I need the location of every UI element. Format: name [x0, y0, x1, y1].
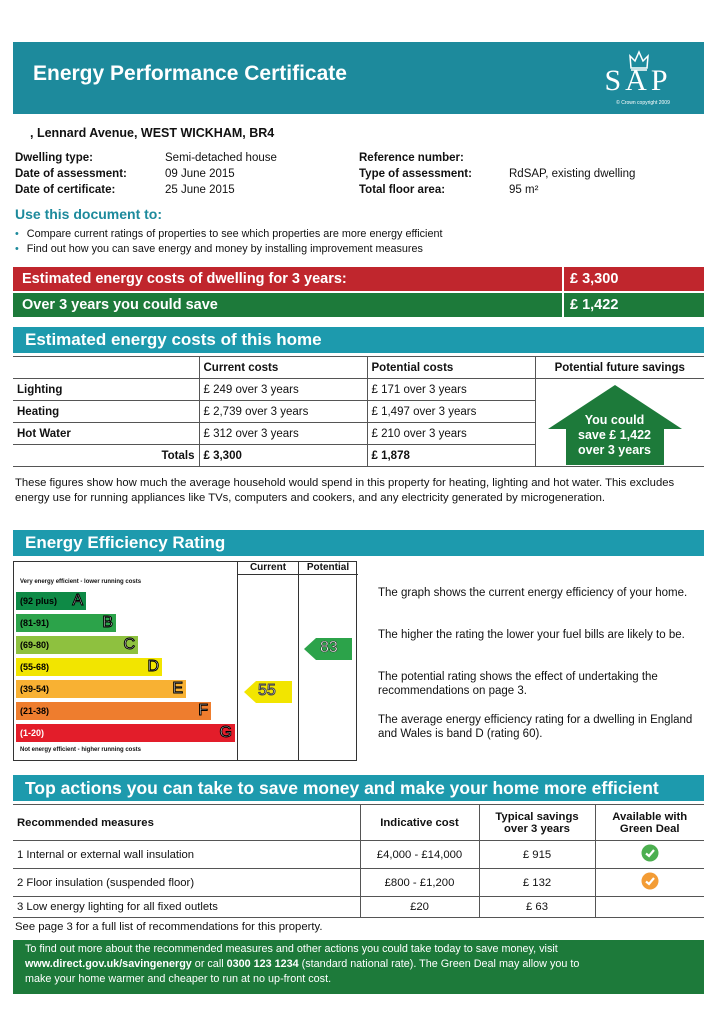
- row-label: Heating: [13, 401, 199, 423]
- band-range: (55-68): [20, 662, 50, 672]
- costs-table: [13, 356, 704, 467]
- row-label: Lighting: [13, 379, 199, 401]
- green-deal-cell: [595, 897, 704, 918]
- measure-cost: £4,000 - £14,000: [360, 841, 479, 869]
- bullet-item: • Compare current ratings of properties to see which properties are more energy efficient: [15, 228, 443, 240]
- footer-line: To find out more about the recommended measures and other actions you could take today to save money, visit: [25, 943, 558, 955]
- footer-line: make your home warmer and cheaper to run at no up-front cost.: [25, 973, 332, 985]
- details-left: [15, 150, 277, 198]
- rating-explanation: The average energy efficiency rating for a dwelling in England and Wales is band D (rating 60).: [378, 714, 693, 740]
- detail-label: Date of certificate:: [15, 184, 116, 196]
- measure-name: 3 Low energy lighting for all fixed outlets: [13, 897, 360, 918]
- band-letter: F: [198, 702, 208, 719]
- savings-label: Over 3 years you could save: [22, 297, 218, 313]
- table-header: [13, 357, 199, 379]
- efficient-note: Very energy efficient - lower running costs: [20, 579, 142, 585]
- rating-band-f: [16, 702, 211, 720]
- property-address: , Lennard Avenue, WEST WICKHAM, BR4: [30, 126, 275, 140]
- green-deal-cell: [595, 841, 704, 869]
- footer-info: [13, 940, 704, 994]
- rating-band-a: [16, 592, 86, 610]
- detail-row: [15, 166, 277, 182]
- estimated-cost-value: £ 3,300: [562, 267, 704, 291]
- total-current: £ 3,300: [199, 445, 367, 467]
- rating-explanation: The graph shows the current energy efficiency of your home.: [378, 587, 688, 599]
- potential-cost: £ 1,497 over 3 years: [367, 401, 535, 423]
- band-letter: G: [219, 724, 232, 741]
- potential-cost: £ 171 over 3 years: [367, 379, 535, 401]
- costs-section-title: Estimated energy costs of this home: [13, 327, 704, 353]
- band-range: (92 plus): [20, 596, 58, 606]
- measure-saving: £ 63: [479, 897, 595, 918]
- estimated-cost-label: Estimated energy costs of dwelling for 3 years:: [22, 271, 347, 287]
- band-letter: E: [172, 680, 183, 697]
- table-header: Current costs: [199, 357, 367, 379]
- recommendations-note: See page 3 for a full list of recommendations for this property.: [15, 921, 323, 933]
- totals-label: Totals: [13, 445, 199, 467]
- table-header: Available with Green Deal: [595, 805, 704, 841]
- row-label: Hot Water: [13, 423, 199, 445]
- band-letter: B: [102, 614, 113, 631]
- current-cost: £ 2,739 over 3 years: [199, 401, 367, 423]
- phone-number: 0300 123 1234: [226, 958, 299, 970]
- detail-row: [359, 166, 635, 182]
- potential-cost: £ 210 over 3 years: [367, 423, 535, 445]
- table-row: [13, 841, 704, 869]
- detail-value: 25 June 2015: [165, 184, 235, 196]
- measure-cost: £800 - £1,200: [360, 869, 479, 897]
- costs-note: These figures show how much the average household would spend in this property for heating, lighting and hot water. This excludes energy use for running appliances like TVs, computers and cookers, and any electricity generated by microgeneration.: [15, 477, 675, 504]
- measure-name: 2 Floor insulation (suspended floor): [13, 869, 360, 897]
- table-header: Recommended measures: [13, 805, 360, 841]
- rating-band-e: [16, 680, 186, 698]
- estimated-cost-bar: [13, 267, 704, 291]
- current-column-header: Current: [249, 562, 287, 573]
- band-letter: D: [147, 658, 159, 675]
- band-letter: C: [123, 636, 135, 653]
- potential-rating-arrow: [304, 638, 352, 660]
- gov-link[interactable]: www.direct.gov.uk/savingenergy: [25, 958, 192, 970]
- measure-name: 1 Internal or external wall insulation: [13, 841, 360, 869]
- savings-arrow-text: You could save £ 1,422 over 3 years: [578, 413, 651, 457]
- detail-value: 95 m²: [509, 184, 539, 196]
- current-rating-arrow: [244, 681, 292, 703]
- bullet-item: • Find out how you can save energy and money by installing improvement measures: [15, 243, 423, 255]
- certificate-header: [13, 42, 704, 114]
- bullet-dot-icon: •: [15, 243, 19, 255]
- table-row: [13, 897, 704, 918]
- total-potential: £ 1,878: [367, 445, 535, 467]
- band-range: (21-38): [20, 706, 50, 716]
- band-range: (69-80): [20, 640, 50, 650]
- detail-label: Reference number:: [359, 152, 464, 164]
- rating-band-b: [16, 614, 116, 632]
- savings-cell: [535, 379, 704, 467]
- detail-label: Dwelling type:: [15, 152, 93, 164]
- band-range: (1-20): [20, 728, 45, 738]
- measure-saving: £ 915: [479, 841, 595, 869]
- details-right: [359, 150, 635, 198]
- savings-value: £ 1,422: [562, 293, 704, 317]
- detail-value: Semi-detached house: [165, 152, 277, 164]
- band-range: (81-91): [20, 618, 50, 628]
- rating-chart: [13, 561, 357, 761]
- use-document-title: Use this document to:: [15, 206, 163, 222]
- detail-value: 09 June 2015: [165, 168, 235, 180]
- actions-table: [13, 804, 704, 918]
- current-cost: £ 312 over 3 years: [199, 423, 367, 445]
- measure-cost: £20: [360, 897, 479, 918]
- table-header: Potential costs: [367, 357, 535, 379]
- inefficient-note: Not energy efficient - higher running costs: [20, 747, 142, 753]
- sap-logo-text: SAP: [604, 64, 672, 97]
- detail-value: RdSAP, existing dwelling: [509, 168, 636, 180]
- rating-explanation: The higher the rating the lower your fuel bills are likely to be.: [378, 629, 685, 641]
- orange-check-icon: [641, 872, 659, 890]
- table-header-row: [13, 805, 704, 841]
- savings-bar: [13, 293, 704, 317]
- detail-row: [359, 182, 635, 198]
- detail-row: [15, 150, 277, 166]
- sap-logo: [590, 48, 686, 108]
- detail-label: Type of assessment:: [359, 168, 472, 180]
- bullet-dot-icon: •: [15, 228, 19, 240]
- table-header: Potential future savings: [535, 357, 704, 379]
- current-rating-value: 55: [258, 682, 276, 699]
- actions-section-title: Top actions you can take to save money and make your home more efficient: [13, 775, 704, 801]
- band-letter: A: [72, 592, 83, 609]
- table-row: [13, 379, 704, 401]
- current-column: [237, 561, 299, 761]
- page-title: Energy Performance Certificate: [33, 62, 347, 85]
- table-row: [13, 869, 704, 897]
- detail-row: [359, 150, 635, 166]
- measure-saving: £ 132: [479, 869, 595, 897]
- rating-band-c: [16, 636, 138, 654]
- table-header: Indicative cost: [360, 805, 479, 841]
- footer-line: www.direct.gov.uk/savingenergy or call 0300 123 1234 (standard national rate). The Green Deal may allow you to: [25, 958, 580, 970]
- rating-band-g: [16, 724, 235, 742]
- rating-section-title: Energy Efficiency Rating: [13, 530, 704, 556]
- rating-explanation: The potential rating shows the effect of undertaking the recommendations on page 3.: [378, 671, 658, 697]
- table-header-row: [13, 357, 704, 379]
- rating-band-d: [16, 658, 162, 676]
- current-cost: £ 249 over 3 years: [199, 379, 367, 401]
- table-header: Typical savings over 3 years: [479, 805, 595, 841]
- copyright-text: © Crown copyright 2009: [616, 100, 670, 106]
- detail-label: Date of assessment:: [15, 168, 127, 180]
- detail-label: Total floor area:: [359, 184, 446, 196]
- potential-rating-value: 83: [320, 639, 338, 656]
- potential-column: [298, 561, 357, 761]
- potential-column-header: Potential: [306, 562, 350, 573]
- band-range: (39-54): [20, 684, 50, 694]
- green-check-icon: [641, 844, 659, 862]
- detail-row: [15, 182, 277, 198]
- green-deal-cell: [595, 869, 704, 897]
